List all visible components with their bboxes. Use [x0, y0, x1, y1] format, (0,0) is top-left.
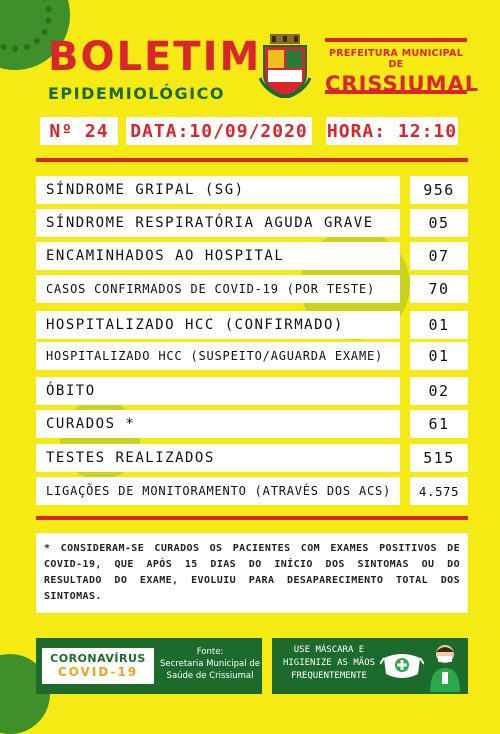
row-label: CASOS CONFIRMADOS DE COVID-19 (POR TESTE) [36, 275, 400, 303]
mask-advice-panel [272, 638, 468, 694]
page-title: BOLETIM [48, 34, 262, 80]
row-value: 515 [410, 444, 468, 472]
divider [36, 158, 468, 162]
row-label: SÍNDROME RESPIRATÓRIA AGUDA GRAVE [36, 209, 400, 237]
header [0, 0, 500, 110]
source-info [160, 646, 260, 682]
row-value: 4.575 [410, 477, 468, 505]
health-worker-icon [424, 642, 466, 692]
page-subtitle: EPIDEMIOLÓGICO [48, 84, 225, 103]
table-row [36, 209, 468, 237]
row-value: 05 [410, 209, 468, 237]
mask-advice-text: USE MÁSCARA E HIGIENIZE AS MÃOS FREQUENTEMENTE [282, 645, 376, 681]
coronavirus-badge [42, 648, 154, 684]
table-row [36, 311, 468, 339]
row-label: ENCAMINHADOS AO HOSPITAL [36, 242, 400, 270]
footnote: * CONSIDERAM-SE CURADOS OS PACIENTES COM EXAMES POSITIVOS DE COVID-19, QUE APÓS 15 DIAS DO INÍCIO DOS SINTOMAS OU DO RESULTADO DO EXAME, EVOLUIU PARA DESAPARECIMENTO TOTAL DOS SINTOMAS. [36, 533, 468, 613]
table-row [36, 377, 468, 405]
bulletin-number: Nº 24 [40, 117, 118, 145]
bulletin-date: DATA:10/09/2020 [126, 117, 312, 145]
covid-label: COVID-19 [57, 665, 139, 679]
row-value: 956 [410, 176, 468, 204]
row-value: 70 [410, 275, 468, 303]
table-row [36, 342, 468, 370]
source-text: Secretaria Municipal de Saúde de Crissiumal [160, 659, 260, 681]
row-label: LIGAÇÕES DE MONITORAMENTO (ATRAVÉS DOS ACS) [36, 477, 400, 505]
row-label: HOSPITALIZADO HCC (CONFIRMADO) [36, 311, 400, 339]
municipal-crest-icon [258, 34, 312, 98]
bulletin-time: HORA: 12:10 [326, 117, 458, 145]
table-row [36, 242, 468, 270]
covid-source-panel [36, 638, 262, 694]
row-value: 01 [410, 342, 468, 370]
divider [36, 516, 468, 520]
source-label: Fonte: [196, 647, 224, 657]
row-value: 07 [410, 242, 468, 270]
face-mask-icon [380, 648, 424, 682]
coronavirus-label: CORONAVÍRUS [50, 652, 146, 665]
table-row [36, 444, 468, 472]
table-row [36, 176, 468, 204]
prefeitura-label: PREFEITURA MUNICIPAL DE [328, 48, 464, 70]
table-row [36, 477, 468, 505]
row-label: ÓBITO [36, 377, 400, 405]
row-label: CURADOS * [36, 410, 400, 438]
row-label: HOSPITALIZADO HCC (SUSPEITO/AGUARDA EXAME) [36, 342, 400, 370]
row-value: 01 [410, 311, 468, 339]
row-label: SÍNDROME GRIPAL (SG) [36, 176, 400, 204]
row-label: TESTES REALIZADOS [36, 444, 400, 472]
row-value: 02 [410, 377, 468, 405]
table-row [36, 410, 468, 438]
table-row [36, 275, 468, 303]
municipality-name: CRISSIUMAL [325, 72, 480, 96]
row-value: 61 [410, 410, 468, 438]
prefeitura-banner [325, 38, 480, 96]
